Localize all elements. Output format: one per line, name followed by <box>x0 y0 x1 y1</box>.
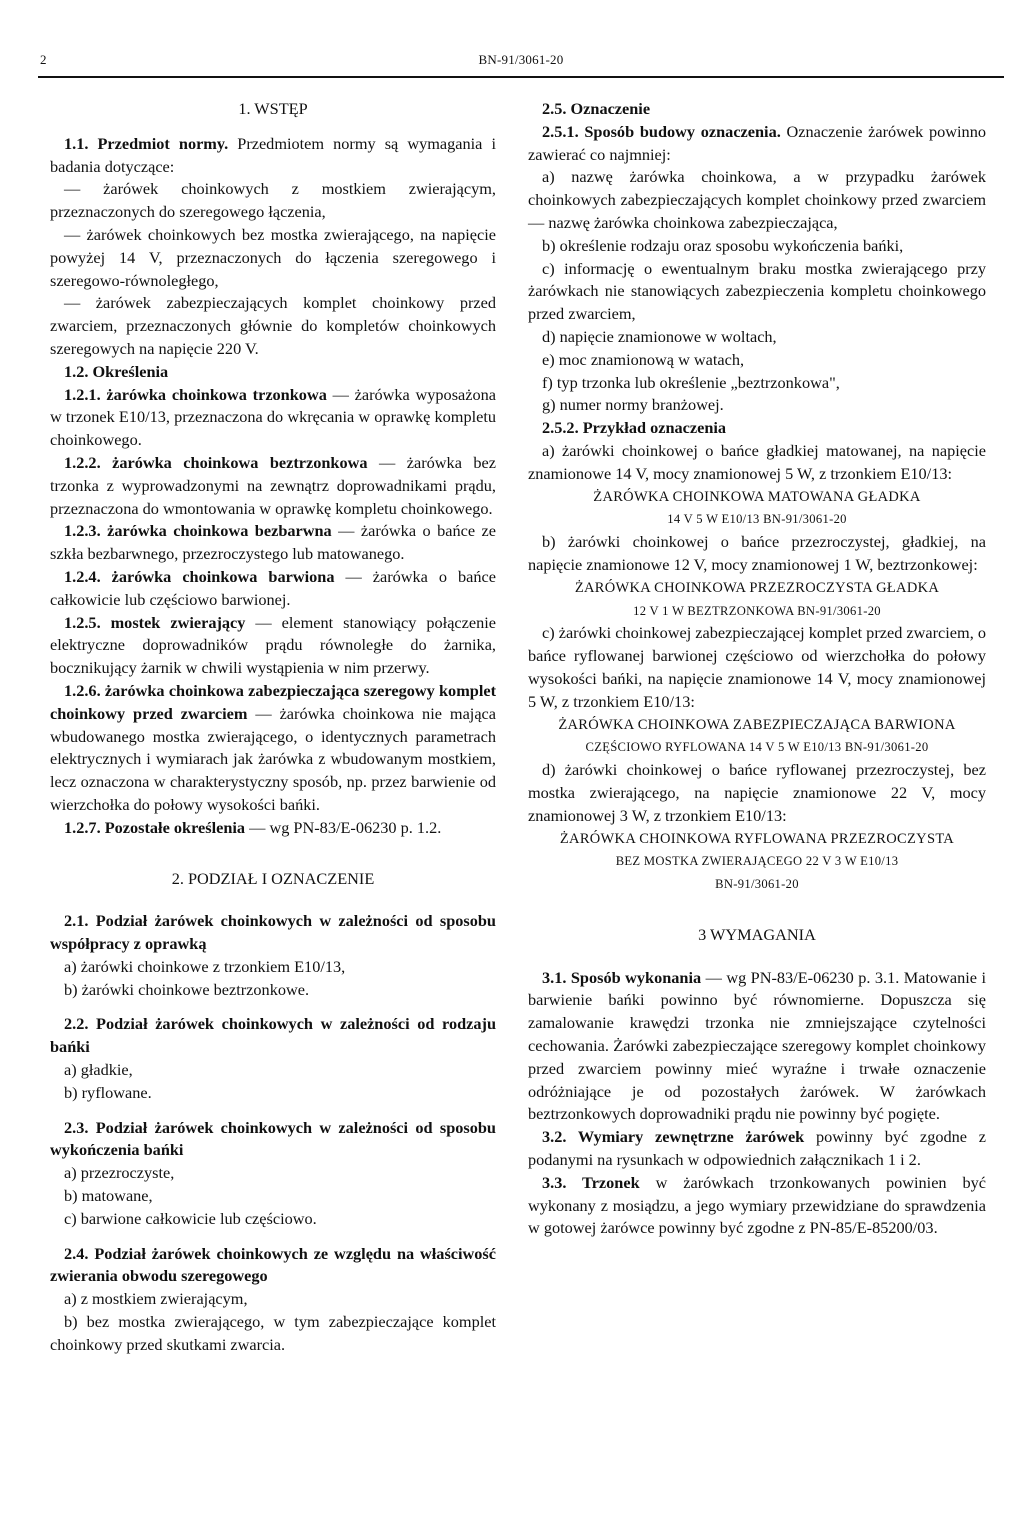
right-column <box>528 98 986 1240</box>
section-heading-3: 3 WYMAGANIA <box>698 924 816 944</box>
heading-2-5: 2.5. Oznaczenie <box>542 99 651 118</box>
list-item: b) określenie rodzaju oraz sposobu wykończenia bańki, <box>542 235 904 255</box>
list-item: d) napięcie znamionowe w woltach, <box>542 326 777 346</box>
example-c: c) żarówki choinkowej zabezpieczającej komplet przed zwarciem, o bańce ryflowanej barwionej częściowo od wierzchołka do połowy wysokości bańki, na napięcie znamionowe 14 V, mocy znamionowej 5 W, z trzonkiem E10/13: <box>528 623 986 711</box>
definition-text: — żarówka wyposażona w trzonek E10/13, przeznaczona do wkręcania w oprawkę kompletu choinkowego. <box>50 384 496 450</box>
paragraph-3-1 <box>528 967 986 1127</box>
list-item: a) gładkie, <box>64 1060 133 1080</box>
definition-term: 1.2.5. mostek zwierający <box>64 612 246 632</box>
definition-1-2-4 <box>50 566 496 612</box>
heading-2-2: 2.2. Podział żarówek choinkowych w zależności od rodzaju bańki <box>50 1014 496 1057</box>
text-2-5-1: Oznaczenie żarówek powinno zawierać co najmniej: <box>528 121 986 164</box>
left-column <box>50 98 496 1357</box>
marking-line: ŻARÓWKA CHOINKOWA ZABEZPIECZAJĄCA BARWIONA <box>558 716 956 733</box>
heading-2-4: 2.4. Podział żarówek choinkowych ze względu na właściwość zwierania obwodu szeregowego <box>50 1243 496 1286</box>
definition-term: 1.2.7. Pozostałe określenia <box>64 817 246 837</box>
text-3-2: powinny być zgodne z podanymi na rysunkach w odpowiednich załącznikach 1 i 2. <box>528 1127 986 1170</box>
example-d: d) żarówki choinkowej o bańce ryflowanej przezroczystej, bez mostka zwierającego, na napięcie znamionowe 22 V, mocy znamionowej 3 W, z trzonkiem E10/13: <box>528 760 986 825</box>
marking-line: ŻARÓWKA CHOINKOWA RYFLOWANA PRZEZROCZYSTA <box>559 830 955 847</box>
marking-line: 12 V 1 W BEZTRZONKOWA BN-91/3061-20 <box>633 603 881 618</box>
list-item: c) informację o ewentualnym braku mostka zwierającego przy żarówkach nie stanowiących zabezpieczenia kompletu choinkowego przed zwarciem, <box>528 258 986 324</box>
definition-text: — żarówka o bańce ze szkła bezbarwnego, przezroczystego lub matowanego. <box>50 521 497 564</box>
list-item: b) żarówki choinkowe beztrzonkowe. <box>64 979 310 999</box>
marking-line: 14 V 5 W E10/13 BN-91/3061-20 <box>667 512 847 527</box>
section-heading-2: 2. PODZIAŁ I OZNACZENIE <box>171 868 375 888</box>
example-a: a) żarówki choinkowej o bańce gładkiej matowanej, na napięcie znamionowe 14 V, mocy znamionowej 5 W, z trzonkiem E10/13: <box>528 440 986 483</box>
list-item: b) ryflowane. <box>64 1082 152 1102</box>
definition-term: 1.2.3. żarówka choinkowa bezbarwna <box>64 521 332 541</box>
definition-text: — wg PN-83/E-06230 p. 1.2. <box>245 817 442 837</box>
definition-term: 1.2.2. żarówka choinkowa beztrzonkowa <box>64 452 368 472</box>
definition-term: 1.2.4. żarówka choinkowa barwiona <box>64 566 335 586</box>
definition-text: — żarówka bez trzonka z wyprowadzonymi na zewnątrz doprowadnikami prądu, przeznaczona do wmontowania w oprawkę kompletu choinkowego. <box>50 452 496 518</box>
section-heading-1: 1. WSTĘP <box>238 99 308 118</box>
heading-2-1: 2.1. Podział żarówek choinkowych w zależności od sposobu współpracy z oprawką <box>50 911 496 954</box>
list-item: a) żarówki choinkowe z trzonkiem E10/13, <box>64 956 346 976</box>
marking-line: BEZ MOSTKA ZWIERAJĄCEGO 22 V 3 W E10/13 <box>615 854 899 869</box>
label-1-1: 1.1. Przedmiot normy. <box>64 133 229 153</box>
heading-2-3: 2.3. Podział żarówek choinkowych w zależności od sposobu wykończenia bańki <box>50 1117 496 1160</box>
definition-text: — żarówka o bańce całkowicie lub częściowo barwionej. <box>50 566 496 609</box>
example-b: b) żarówki choinkowej o bańce przezroczystej, gładkiej, na napięcie znamionowe 12 V, mocy znamionowej 1 W, beztrzonkowej: <box>528 532 986 574</box>
definition-term: 1.2.1. żarówka choinkowa trzonkowa <box>64 384 327 404</box>
label-3-3: 3.3. Trzonek <box>542 1172 640 1192</box>
marking-line: BN-91/3061-20 <box>715 877 799 892</box>
definition-1-2-2 <box>50 452 496 520</box>
bullet-2: — żarówek choinkowych bez mostka zwierającego, na napięcie powyżej 14 V, przeznaczonych do łączenia szeregowego i szeregowo-równoległego, <box>50 224 496 290</box>
list-item: a) nazwę żarówka choinkowa, a w przypadku żarówek choinkowych zabezpieczających komplet choinkowy przed zwarciem — nazwę żarówka choinkowa zabezpieczająca, <box>528 167 986 232</box>
bullet-1: — żarówek choinkowych z mostkiem zwierającym, przeznaczonych do szeregowego łączenia, <box>50 179 496 222</box>
definition-1-2-5 <box>50 612 496 680</box>
definition-1-2-7 <box>50 817 496 840</box>
marking-line: ŻARÓWKA CHOINKOWA MATOWANA GŁADKA <box>593 488 921 505</box>
text-1-1: Przedmiotem normy są wymagania i badania dotyczące: <box>50 133 496 176</box>
definition-1-2-6 <box>50 680 496 817</box>
list-item: a) przezroczyste, <box>64 1163 175 1183</box>
definition-text: — element stanowiący połączenie elektryczne doprowadników prądu równoległe do żarnika, bocznikujący żarnik w chwili wystąpienia w nim przerwy. <box>50 612 497 678</box>
label-3-1: 3.1. Sposób wykonania <box>542 967 702 987</box>
heading-1-2: 1.2. Określenia <box>64 361 169 381</box>
list-item: e) moc znamionową w watach, <box>542 349 745 369</box>
paragraph-1-1 <box>50 133 496 179</box>
label-2-5-1: 2.5.1. Sposób budowy oznaczenia. <box>542 121 781 141</box>
definition-1-2-3 <box>50 520 496 566</box>
list-item: b) matowane, <box>64 1186 153 1206</box>
paragraph-3-3 <box>528 1172 986 1240</box>
list-item: g) numer normy branżowej. <box>542 395 724 415</box>
list-item: f) typ trzonka lub określenie „beztrzonkowa", <box>542 372 840 392</box>
list-item: b) bez mostka zwierającego, w tym zabezpieczające komplet choinkowy przed skutkami zwarcia. <box>50 1312 496 1354</box>
paragraph-3-2 <box>528 1126 986 1172</box>
list-item: c) barwione całkowicie lub częściowo. <box>64 1208 317 1228</box>
definition-text: — żarówka choinkowa nie mająca wbudowanego mostka zwierającego, o identycznych parametrach elektrycznych i wymiarach jak żarówka z wbudowanym mostkiem, lecz oznaczona w charakterystyczny sposób, np. przez barwienie od wierzchołka do połowy wysokości bańki. <box>50 703 496 814</box>
marking-line: ŻARÓWKA CHOINKOWA PRZEZROCZYSTA GŁADKA <box>574 579 940 596</box>
document-code: BN-91/3061-20 <box>478 52 564 67</box>
definition-term: 1.2.6. żarówka choinkowa zabezpieczająca szeregowy komplet choinkowy przed zwarciem <box>50 680 496 723</box>
page-number: 2 <box>40 52 47 67</box>
paragraph-2-5-1 <box>528 121 986 167</box>
text-3-3: w żarówkach trzonkowanych powinien być wykonany z mosiądzu, a jego wymiary przewidziane do sprawdzenia w gotowej żarówce powinny być zgodne z PN-85/E-85200/03. <box>528 1172 986 1238</box>
definition-1-2-1 <box>50 384 496 452</box>
header-rule <box>38 76 1004 78</box>
marking-line: CZĘŚCIOWO RYFLOWANA 14 V 5 W E10/13 BN-91/3061-20 <box>585 740 929 755</box>
label-3-2: 3.2. Wymiary zewnętrzne żarówek <box>542 1127 805 1147</box>
heading-2-5-2: 2.5.2. Przykład oznaczenia <box>542 418 727 438</box>
list-item: a) z mostkiem zwierającym, <box>64 1289 248 1309</box>
text-3-1: — wg PN-83/E-06230 p. 3.1. Matowanie i barwienie bańki powinno być równomierne. Dopuszcza się zamalowanie krawędzi trzonka nie zmniejszające czytelności cechowania. Żarówki zabezpieczające szeregowy komplet choinkowy przed zwarciem powinny mieć wyraźne i trwałe oznaczenie odróżniające je od pozostałych żarówek. W żarówkach beztrzonkowych doprowadniki prądu nie powinny być pogięte. <box>528 967 986 1124</box>
page-header <box>38 52 1004 74</box>
bullet-3: — żarówek zabezpieczających komplet choinkowy przed zwarciem, przeznaczonych głównie do kompletów choinkowych szeregowych na napięcie 220 V. <box>50 293 496 358</box>
